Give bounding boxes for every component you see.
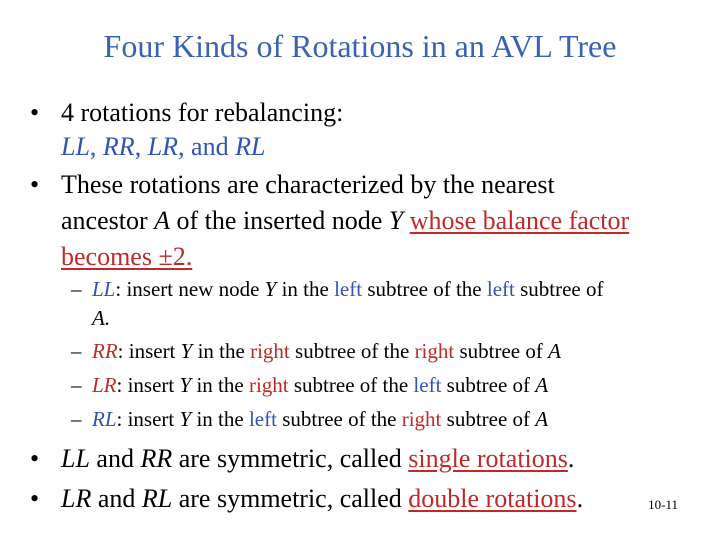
bullet-text: 4 rotations for rebalancing:	[61, 98, 344, 127]
dash-marker: –	[71, 407, 82, 431]
sub-text	[92, 405, 548, 434]
var-y: Y	[388, 206, 404, 235]
text: in the	[192, 339, 251, 363]
term-lr: LR	[147, 132, 179, 161]
sub-bullet-rr	[0, 337, 720, 366]
dir-right: right	[248, 373, 289, 397]
sub-bullet-rl	[0, 405, 720, 434]
dir-right: right	[250, 339, 290, 363]
var-a: A	[535, 407, 549, 431]
dir-right: right	[414, 339, 455, 363]
term-lr: LR	[61, 484, 92, 513]
highlight-single-rotations: single rotations	[408, 444, 568, 473]
text: and	[89, 444, 141, 473]
dash-marker: –	[71, 277, 82, 301]
text: : insert new node	[115, 277, 265, 301]
term-lr: LR	[92, 373, 117, 397]
text: subtree of the	[362, 277, 487, 301]
text: .	[567, 444, 575, 473]
var-a: A	[154, 206, 171, 235]
term-ll: LL	[61, 132, 90, 161]
var-y: Y	[264, 277, 277, 301]
highlight-double-rotations: double rotations	[408, 484, 577, 513]
text: subtree of the	[288, 373, 414, 397]
var-y: Y	[179, 373, 192, 397]
text: and	[91, 484, 142, 513]
text: of the inserted node	[170, 206, 389, 235]
var-y: Y	[179, 407, 192, 431]
var-a: A.	[92, 306, 111, 330]
text: .	[576, 484, 584, 513]
term-rr: RR	[102, 132, 135, 161]
bullet-marker: •	[30, 484, 40, 513]
dir-left: left	[486, 277, 515, 301]
term-ll: LL	[61, 444, 90, 473]
dir-left: left	[413, 373, 442, 397]
separator: , and	[178, 132, 236, 161]
highlight-becomes: becomes ±2.	[61, 242, 193, 271]
dir-left: left	[248, 407, 277, 431]
sub-bullet-lr	[0, 371, 720, 400]
bullet-text-line1: These rotations are characterized by the nearest	[61, 170, 555, 199]
highlight-balance-factor: whose balance factor	[409, 206, 630, 235]
text: : insert	[117, 339, 181, 363]
text: subtree of the	[276, 407, 402, 431]
bullet-marker: •	[30, 444, 40, 473]
sub-text	[92, 275, 604, 304]
text: in the	[191, 373, 249, 397]
bullet-marker: •	[30, 98, 40, 127]
text: subtree of the	[289, 339, 415, 363]
bullet-marker: •	[30, 170, 40, 199]
text: : insert	[116, 407, 180, 431]
dash-marker: –	[71, 339, 82, 363]
sub-text	[92, 371, 548, 400]
text: ancestor	[61, 206, 155, 235]
slide-title: Four Kinds of Rotations in an AVL Tree	[103, 28, 617, 64]
term-rl: RL	[235, 132, 266, 161]
var-a: A	[535, 373, 549, 397]
text: are symmetric, called	[172, 444, 409, 473]
term-ll: LL	[92, 277, 116, 301]
var-a: A	[548, 339, 561, 363]
text: in the	[191, 407, 249, 431]
bullet-rotations-count	[0, 95, 720, 167]
dir-right: right	[401, 407, 442, 431]
term-rl: RL	[92, 407, 117, 431]
bullet-single-rotations	[0, 441, 720, 477]
bullet-characterization	[0, 167, 720, 275]
rotation-names	[61, 129, 265, 165]
text: are symmetric, called	[172, 484, 409, 513]
term-rr: RR	[140, 444, 173, 473]
text: subtree of	[514, 277, 604, 301]
term-rr: RR	[92, 339, 118, 363]
sub-text	[92, 337, 561, 366]
bullet-text-line2	[61, 203, 629, 239]
text: : insert	[116, 373, 180, 397]
dash-marker: –	[71, 373, 82, 397]
dir-left: left	[334, 277, 363, 301]
text: subtree of	[441, 407, 536, 431]
text: subtree of	[454, 339, 549, 363]
bullet-text	[61, 481, 583, 517]
separator: ,	[89, 132, 103, 161]
text: subtree of	[441, 373, 536, 397]
sub-bullet-ll	[0, 275, 720, 333]
var-y: Y	[180, 339, 193, 363]
separator: ,	[134, 132, 148, 161]
term-rl: RL	[141, 484, 173, 513]
text: in the	[276, 277, 335, 301]
bullet-text	[61, 441, 574, 477]
bullet-double-rotations	[0, 481, 720, 517]
slide-number: 10-11	[648, 497, 678, 512]
